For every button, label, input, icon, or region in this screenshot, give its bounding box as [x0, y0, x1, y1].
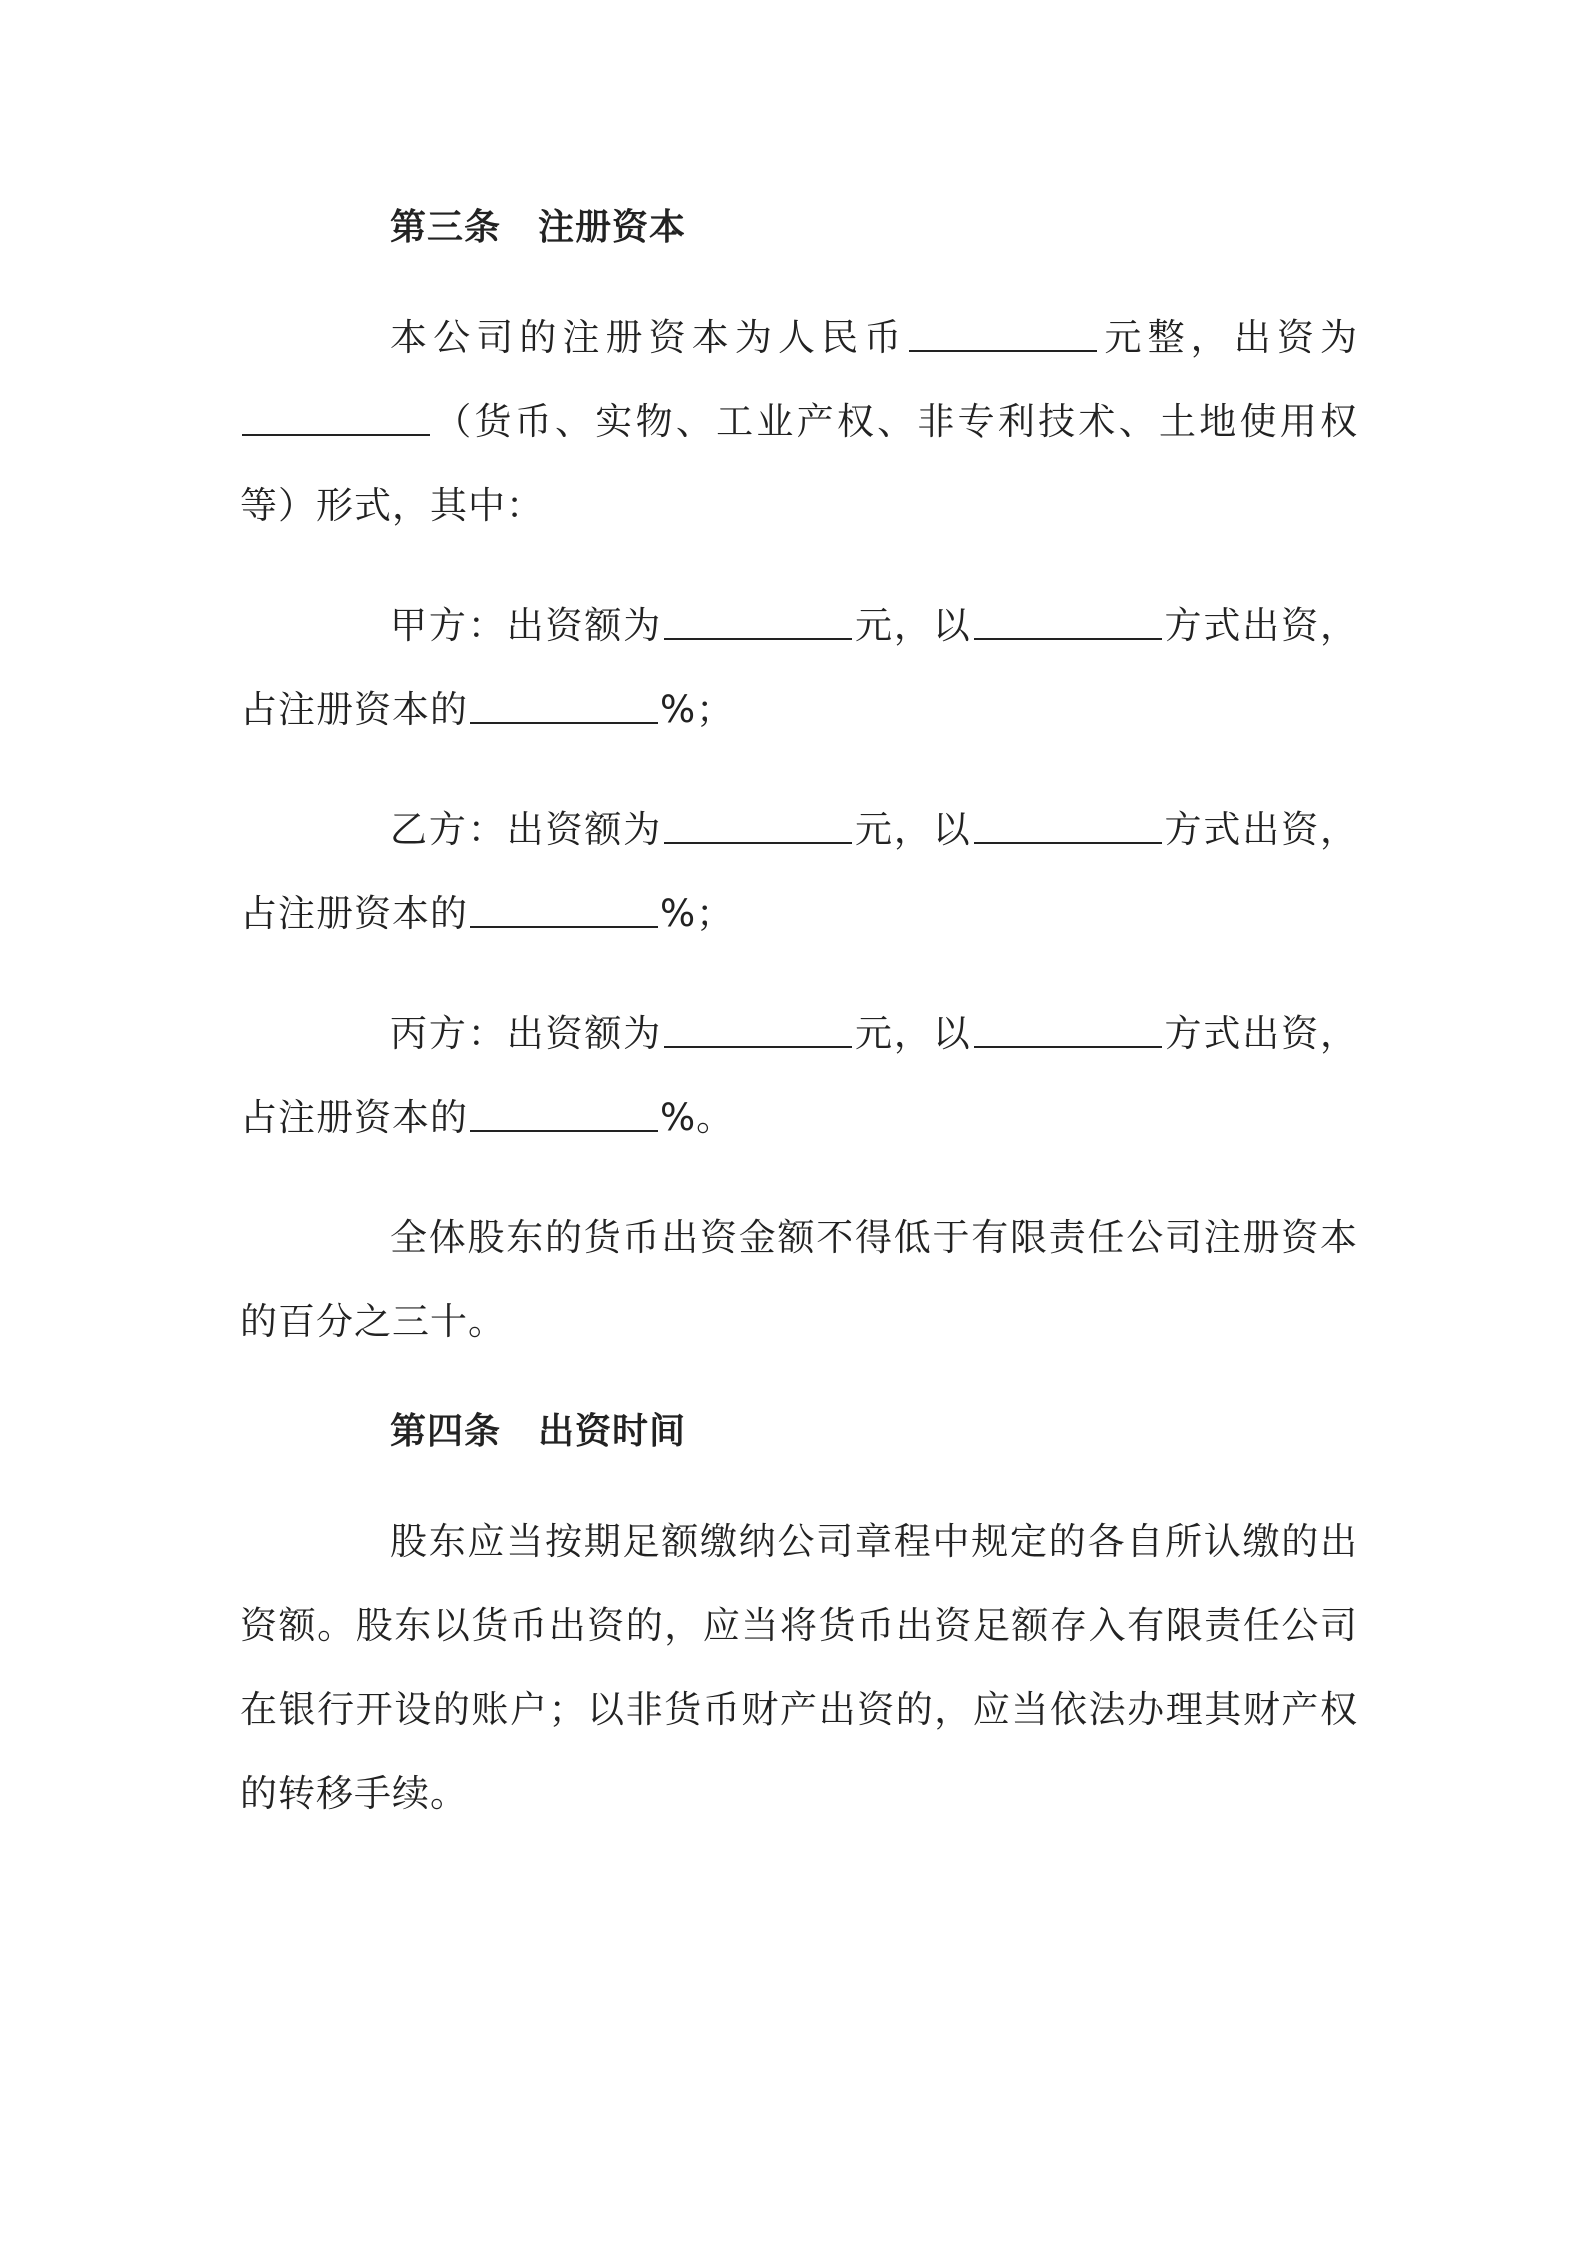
- article-4-heading-text: 第四条 出资时间: [390, 1411, 687, 1452]
- blank-line: [470, 1130, 658, 1132]
- text-span: %。: [660, 1096, 735, 1139]
- party-name: 乙方: [390, 808, 468, 851]
- blank-line: [974, 638, 1162, 640]
- party-c-paragraph: [240, 992, 1358, 1160]
- text-span: 全体股东的货币出资金额不得低于有限责任公司注册资本的百分之三十。: [240, 1216, 1358, 1343]
- text-span: 股东应当按期足额缴纳公司章程中规定的各自所认缴的出资额。股东以货币出资的，应当将货币出资足额存入有限责任公司在银行开设的账户；以非货币财产出资的，应当依法办理其财产权的转移手续。: [240, 1520, 1358, 1815]
- blank-line: [909, 350, 1097, 352]
- text-span: 方式出资，占注册资本的: [240, 1012, 1358, 1139]
- document-body: [240, 196, 1358, 1836]
- blank-line: [664, 1046, 852, 1048]
- blank-line: [470, 722, 658, 724]
- party-name: 丙方: [390, 1012, 468, 1055]
- text-span: %；: [660, 892, 735, 935]
- text-span: %；: [660, 688, 735, 731]
- party-b-paragraph: [240, 788, 1358, 956]
- party-name: 甲方: [390, 604, 468, 647]
- text-span: ：出资额为: [467, 604, 663, 647]
- text-span: 方式出资，占注册资本的: [240, 808, 1358, 935]
- text-span: ：出资额为: [467, 1012, 663, 1055]
- text-span: 本公司的注册资本为人民币: [390, 316, 908, 359]
- text-span: 元整，出资为: [1099, 316, 1359, 359]
- blank-line: [664, 842, 852, 844]
- text-span: 元，以: [854, 604, 972, 647]
- blank-line: [664, 638, 852, 640]
- text-span: 元，以: [854, 1012, 972, 1055]
- blank-line: [470, 926, 658, 928]
- minimum-cash-paragraph: [240, 1196, 1358, 1364]
- text-span: 元，以: [854, 808, 972, 851]
- text-span: ：出资额为: [467, 808, 663, 851]
- registered-capital-paragraph: [240, 296, 1358, 548]
- article-4-heading: [240, 1400, 1358, 1464]
- contribution-time-paragraph: [240, 1500, 1358, 1836]
- text-span: （货币、实物、工业产权、非专利技术、土地使用权等）形式，其中：: [240, 400, 1358, 527]
- blank-line: [974, 842, 1162, 844]
- article-3-heading-text: 第三条 注册资本: [390, 207, 687, 248]
- party-a-paragraph: [240, 584, 1358, 752]
- blank-line: [974, 1046, 1162, 1048]
- text-span: 方式出资，占注册资本的: [240, 604, 1358, 731]
- blank-line: [242, 434, 430, 436]
- article-3-heading: [240, 196, 1358, 260]
